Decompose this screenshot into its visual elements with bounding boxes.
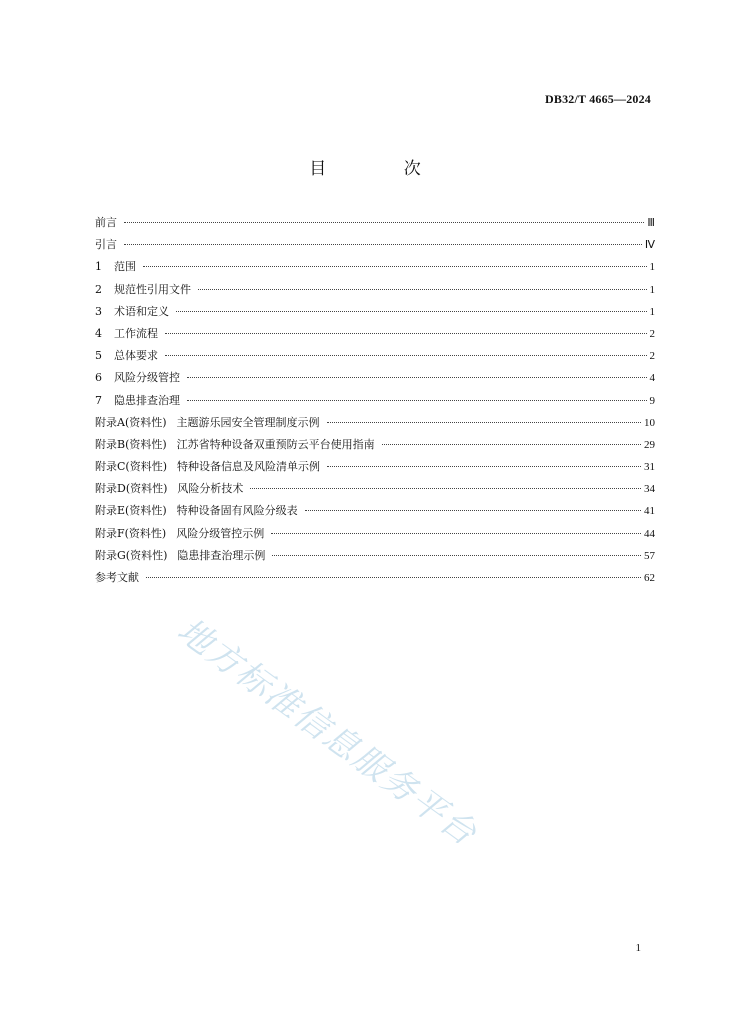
toc-entry-page: 9 [649,394,655,407]
dot-leader [165,332,647,334]
dot-leader [187,376,647,378]
toc-entry-page: 1 [649,261,655,274]
appendix-title: 隐患排查治理示例 [177,548,266,562]
toc-appendix-entry[interactable] [95,434,655,456]
toc-entry-page: 31 [644,461,655,474]
toc-entry-number: 7 [95,393,102,407]
toc-appendix-entry[interactable] [95,523,655,545]
toc-entry-page: 1 [649,283,655,296]
toc-entry[interactable] [95,301,655,323]
toc-entry-label: 前言 [95,216,117,229]
dot-leader [305,509,641,511]
appendix-label: 附录G(资料性) [95,548,168,562]
toc-entry-label: 总体要求 [114,349,158,363]
toc-entry-number: 2 [95,282,102,296]
appendix-title: 江苏省特种设备双重预防云平台使用指南 [176,437,375,451]
toc-entry-label: 规范性引用文件 [114,282,191,296]
dot-leader [124,221,644,223]
toc-appendix-entry[interactable] [95,500,655,522]
toc-entry-label: 范围 [114,260,136,274]
toc-entry-page: 2 [649,327,655,340]
toc-appendix-entry[interactable] [95,545,655,567]
dot-leader [272,554,641,556]
dot-leader [143,265,647,267]
toc-entry-label: 工作流程 [114,326,158,340]
toc-entry[interactable] [95,367,655,389]
toc-entry-page: 1 [649,305,655,318]
toc-entry[interactable] [95,256,655,278]
toc-entry-page: 41 [644,505,655,518]
dot-leader [187,399,647,401]
dot-leader [250,487,641,489]
page-number: 1 [635,942,641,954]
appendix-label: 附录A(资料性) [95,415,167,429]
dot-leader [382,443,641,445]
appendix-label: 附录C(资料性) [95,460,167,474]
table-of-contents [95,212,655,589]
toc-entry-label: 风险分级管控 [114,371,180,385]
dot-leader [176,310,647,312]
toc-entry-label: 参考文献 [95,571,139,584]
toc-appendix-entry[interactable] [95,412,655,434]
dot-leader [327,465,641,467]
toc-entry-page: 34 [644,483,655,496]
toc-entry-page: 10 [644,416,655,429]
dot-leader [124,243,642,245]
dot-leader [327,421,641,423]
toc-entry[interactable] [95,323,655,345]
watermark: 地方标准信息服务平台 [169,610,485,855]
appendix-title: 主题游乐园安全管理制度示例 [176,415,320,429]
toc-entry-page: Ⅲ [647,217,655,229]
appendix-label: 附录D(资料性) [95,482,168,496]
toc-entry-page: 4 [649,372,655,385]
toc-entry-number: 1 [95,260,102,274]
toc-entry-number: 3 [95,304,102,318]
dot-leader [146,576,641,578]
toc-entry[interactable] [95,567,655,589]
toc-entry-page: 57 [644,549,655,562]
toc-entry-number: 4 [95,326,102,340]
appendix-label: 附录B(资料性) [95,437,167,451]
dot-leader [271,532,641,534]
appendix-title: 风险分级管控示例 [176,526,265,540]
appendix-title: 特种设备固有风险分级表 [176,504,298,518]
page-title: 目 次 [309,159,457,179]
appendix-title: 特种设备信息及风险清单示例 [177,460,320,474]
toc-entry-label: 引言 [95,238,117,252]
appendix-label: 附录E(资料性) [95,504,167,518]
toc-entry-page: 29 [644,438,655,451]
toc-entry-page: 62 [644,572,655,584]
toc-entry-label: 隐患排查治理 [114,393,180,407]
toc-entry[interactable] [95,234,655,256]
toc-entry-page: 2 [649,350,655,363]
toc-appendix-entry[interactable] [95,456,655,478]
dot-leader [165,354,647,356]
toc-entry-page: Ⅳ [644,239,655,252]
dot-leader [198,288,647,290]
toc-entry-number: 5 [95,349,102,363]
toc-appendix-entry[interactable] [95,478,655,500]
appendix-label: 附录F(资料性) [95,526,167,540]
toc-entry[interactable] [95,390,655,412]
toc-entry[interactable] [95,279,655,301]
toc-entry-page: 44 [644,527,655,540]
appendix-title: 风险分析技术 [177,482,244,496]
toc-entry[interactable] [95,212,655,234]
document-code: DB32/T 4665—2024 [545,92,651,106]
toc-entry-label: 术语和定义 [114,304,169,318]
toc-entry-number: 6 [95,371,102,385]
toc-entry[interactable] [95,345,655,367]
